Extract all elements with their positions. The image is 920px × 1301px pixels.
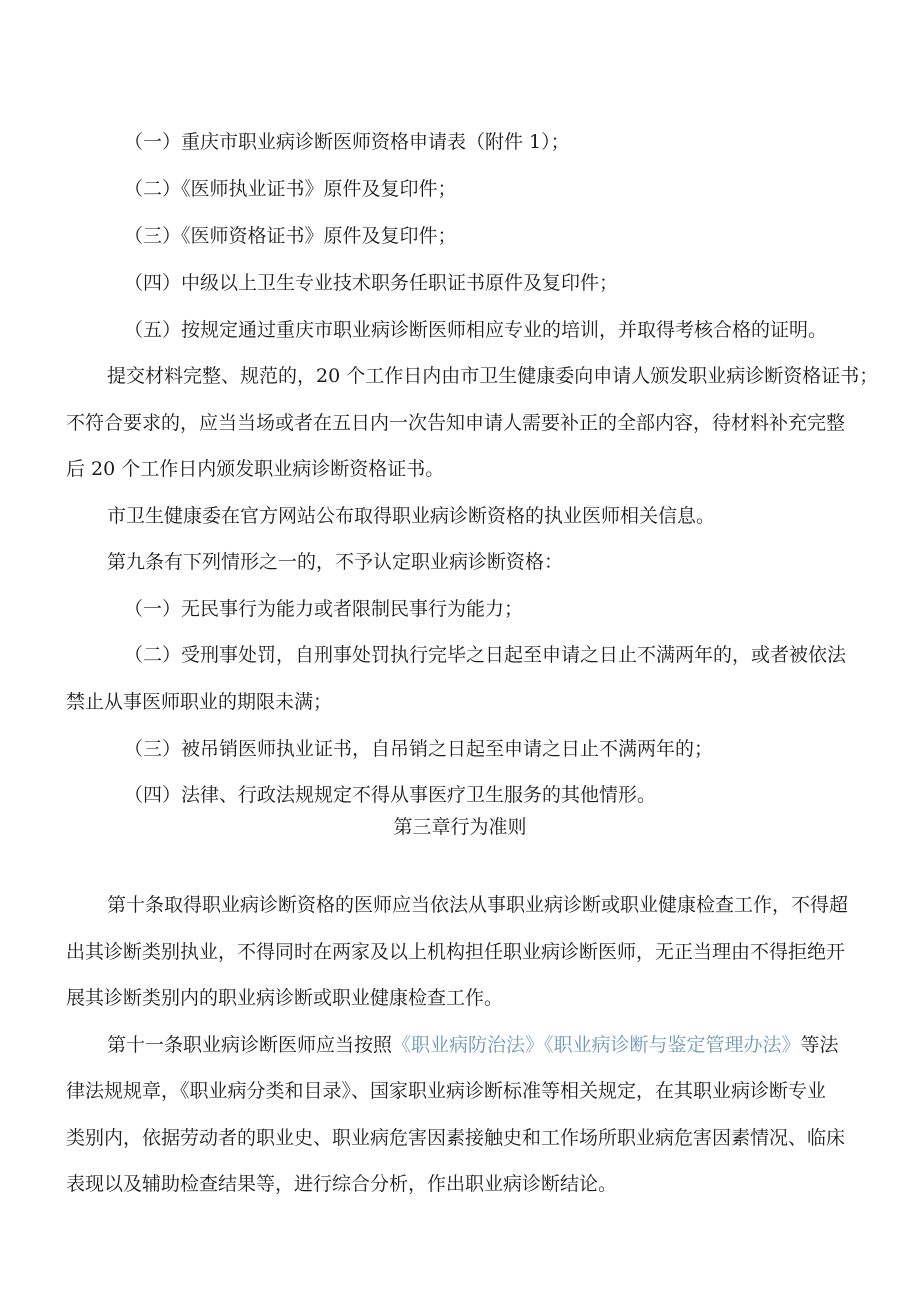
paragraph-publish-info: 市卫生健康委在官方网站公布取得职业病诊断资格的执业医师相关信息。 [107,505,716,527]
article-10-line-1: 第十条取得职业病诊断资格的医师应当依法从事职业病诊断或职业健康检查工作，不得超 [107,894,849,916]
article-10-line-3: 展其诊断类别内的职业病诊断或职业健康检查工作。 [66,987,504,1009]
chapter-3-title: 第三章行为准则 [393,816,527,838]
link-occupational-disease-law[interactable]: 《职业病防治法》 [392,1034,545,1056]
article-10-line-2: 出其诊断类别执业，不得同时在两家及以上机构担任职业病诊断医师，无正当理由不得拒绝开 [66,941,846,963]
link-diagnosis-appraisal-measures[interactable]: 《职业病诊断与鉴定管理办法》 [544,1034,801,1056]
list-item-other-situations: （四）法律、行政法规规定不得从事医疗卫生服务的其他情形。 [124,784,657,806]
article-11-line-2: 律法规规章，《职业病分类和目录》、国家职业病诊断标准等相关规定，在其职业病诊断专业 [66,1080,827,1102]
list-item-license-revoked: （三）被吊销医师执业证书，自吊销之日起至申请之日止不满两年的； [124,738,714,760]
article-11-suffix: 等法 [800,1034,839,1056]
list-item-criminal-penalty-line-1: （二）受刑事处罚，自刑事处罚执行完毕之日起至申请之日止不满两年的，或者被依法 [124,644,847,666]
paragraph-submit-line-1: 提交材料完整、规范的，20 个工作日内由市卫生健康委向申请人颁发职业病诊断资格证书； [107,365,879,387]
list-item-title-certificate: （四）中级以上卫生专业技术职务任职证书原件及复印件； [124,272,619,294]
article-9-heading: 第九条有下列情形之一的，不予认定职业病诊断资格： [107,551,564,573]
paragraph-submit-line-3: 后 20 个工作日内颁发职业病诊断资格证书。 [66,458,445,480]
article-11-line-3: 类别内，依据劳动者的职业史、职业病危害因素接触史和工作场所职业病危害因素情况、临床 [66,1127,846,1149]
list-item-practice-certificate: （二）《医师执业证书》原件及复印件； [124,178,457,200]
article-11-line-1 [107,1033,839,1057]
list-item-qualification-certificate: （三）《医师资格证书》原件及复印件； [124,225,457,247]
list-item-no-capacity: （一）无民事行为能力或者限制民事行为能力； [124,598,524,620]
article-11-line-4: 表现以及辅助检查结果等，进行综合分析，作出职业病诊断结论。 [66,1173,618,1195]
paragraph-submit-line-2: 不符合要求的，应当当场或者在五日内一次告知申请人需要补正的全部内容，待材料补充完整 [66,412,846,434]
list-item-application-form: （一）重庆市职业病诊断医师资格申请表（附件 1）； [124,131,570,153]
article-11-prefix: 第十一条职业病诊断医师应当按照 [107,1034,393,1056]
list-item-criminal-penalty-line-2: 禁止从事医师职业的期限未满； [66,691,333,713]
list-item-training-proof: （五）按规定通过重庆市职业病诊断医师相应专业的培训，并取得考核合格的证明。 [124,319,828,341]
